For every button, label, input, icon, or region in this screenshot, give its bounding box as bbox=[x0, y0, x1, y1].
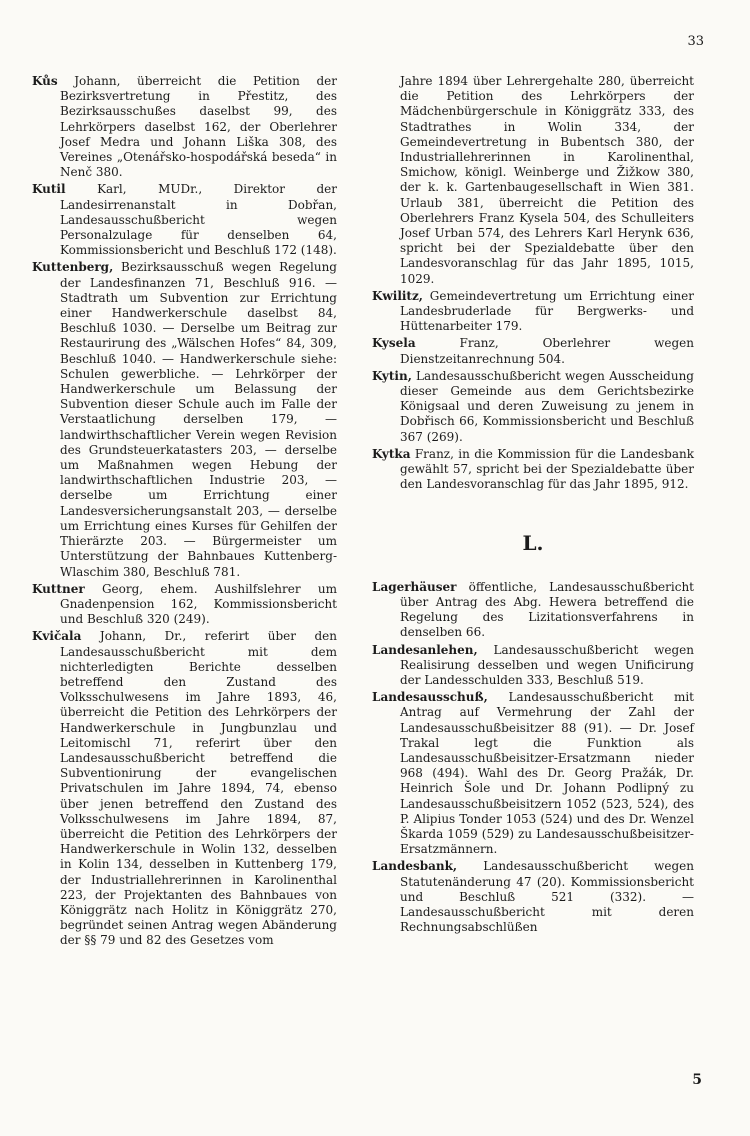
index-entry bbox=[372, 289, 694, 335]
entry-text: Gemeindevertretung um Errichtung einer Landesbruderlade für Bergwerks- und Hüttenarbeiter 179. bbox=[400, 288, 694, 334]
entry-text: öffentliche, Landesausschußbericht über Antrag des Abg. Hewera betreffend die Regelung des Lizitationsverfahrens in denselben 66. bbox=[400, 579, 694, 640]
entry-text: Johann, überreicht die Petition der Bezirksvertretung in Přestitz, des Bezirksausschußes daselbst 99, des Lehrkörpers daselbst 162, der Oberlehrer Josef Medra und Johann Liška 308, des Vereines „Otenářsko-hospodářská beseda“ in Nenč 380. bbox=[60, 74, 337, 180]
entry-heading: Kutil bbox=[32, 182, 66, 197]
entry-text: Franz, in die Kommission für die Landesbank gewählt 57, spricht bei der Spezialdebatte über den Landesvoranschlag für das Jahr 1895, 912. bbox=[400, 446, 694, 492]
index-entry bbox=[372, 336, 694, 366]
entry-heading: Kytka bbox=[372, 446, 411, 461]
index-entry bbox=[372, 447, 694, 493]
entry-heading: Kysela bbox=[372, 336, 416, 351]
entry-text: Johann, Dr., referirt über den Landesausschußbericht mit dem nichterledigten Berichte desselben betreffend den Zustand des Volksschulwesens im Jahre 1893, 46, überreicht die Petition des Lehrkörpers der Handwerkerschule in Jungbunzlau und Leitomischl 71, referirt über den Landesausschußbericht betreffend die Subventionirung der evangelischen Privatschulen im Jahre 1894, 74, ebenso über jenen betreffend den Zustand des Volksschulwesens im Jahre 1894, 87, überreicht die Petition des Lehrkörpers der Handwerkerschule in Wolin 132, desselben in Kolin 134, desselben in Kuttenberg 179, der Industriallehrerinnen in Karolinenthal 223, der Projektanten des Bahnbaues von Königgrätz nach Holitz in Königgrätz 270, begründet seinen Antrag wegen Abänderung der §§ 79 und 82 des Gesetzes vom bbox=[60, 629, 337, 948]
entry-heading: Landesausschuß, bbox=[372, 690, 488, 705]
index-entry bbox=[32, 260, 337, 579]
section-heading: L. bbox=[522, 531, 544, 556]
index-entry bbox=[372, 690, 694, 857]
entry-heading: Kuttner bbox=[32, 581, 85, 596]
entry-text: Franz, Oberlehrer wegen Dienstzeitanrechnung 504. bbox=[400, 336, 694, 366]
page-number: 33 bbox=[687, 34, 704, 49]
index-entry bbox=[372, 369, 694, 445]
index-entry bbox=[32, 182, 337, 258]
index-entry bbox=[372, 643, 694, 689]
entry-heading: Kůs bbox=[32, 74, 58, 88]
entry-heading: Kytin, bbox=[372, 368, 412, 383]
entry-text: Landesausschußbericht wegen Ausscheidung dieser Gemeinde aus dem Gerichtsbezirke Königsaal und deren Zuweisung zu jenem in Dobřisch 66, Kommissionsbericht und Beschluß 367 (269). bbox=[400, 368, 694, 444]
entry-heading: Kuttenberg, bbox=[32, 260, 114, 275]
continued-entry-text: Jahre 1894 über Lehrergehalte 280, überreicht die Petition des Lehrkörpers der Mädchenbürgerschule in Königgrätz 333, des Stadtrathes in Wolin 334, der Gemeindevertretung in Bubentsch 380, der Industriallehrerinnen in Karolinenthal, Smichow, königl. Weinberge und Žižkow 380, der k. k. Gartenbaugesellschaft in Wien 381. Urlaub 381, überreicht die Petition des Oberlehrers Franz Kysela 504, des Schulleiters Josef Urban 574, des Lehrers Karl Herynk 636, spricht bei der Spezialdebatte über den Landesvoranschlag für das Jahr 1895, 1015, 1029. bbox=[400, 74, 694, 286]
right-column bbox=[372, 74, 694, 937]
entry-text: Karl, MUDr., Direktor der Landesirrenanstalt in Dobřan, Landesausschußbericht wegen Personalzulage für denselben 64, Kommissionsbericht und Beschluß 172 (148). bbox=[60, 182, 337, 258]
index-entry bbox=[32, 582, 337, 628]
entry-heading: Lagerhäuser bbox=[372, 579, 457, 594]
entry-text: Landesausschußbericht mit Antrag auf Vermehrung der Zahl der Landesausschußbeisitzer 88 (91). — Dr. Josef Trakal legt die Funktion als Landesausschußbeisitzer-Ersatzmann nieder 968 (494). Wahl des Dr. Georg Pražák, Dr. Heinrich Šole und Dr. Johann Podlipný zu Landesausschußbeisitzern 1052 (523, 524), des P. Alipius Tonder 1053 (524) und des Dr. Wenzel Škarda 1059 (529) zu Landesausschußbeisitzer-Ersatzmännern. bbox=[400, 690, 694, 857]
index-entry bbox=[32, 74, 337, 180]
entry-text: Georg, ehem. Aushilfslehrer um Gnadenpension 162, Kommissionsbericht und Beschluß 320 (249). bbox=[60, 581, 337, 627]
entry-text: Landesausschußbericht wegen Realisirung desselben und wegen Unificirung der Landesschulden 333, Beschluß 519. bbox=[400, 642, 694, 687]
entry-heading: Landesbank, bbox=[372, 859, 458, 874]
entry-heading: Kwilitz, bbox=[372, 288, 423, 303]
entry-heading: Kvičala bbox=[32, 629, 82, 644]
index-entry bbox=[32, 629, 337, 948]
index-entry bbox=[372, 859, 694, 935]
left-column bbox=[32, 74, 337, 951]
entry-heading: Landesanlehen, bbox=[372, 642, 478, 657]
entry-text: Landesausschußbericht wegen Statutenänderung 47 (20). Kommissionsbericht und Beschluß 521 (332). — Landesausschußbericht mit deren Rechnungsabschlüßen bbox=[400, 859, 694, 935]
index-entry bbox=[372, 580, 694, 641]
sheet-signature-number: 5 bbox=[692, 1072, 702, 1088]
entry-text: Bezirksausschuß wegen Regelung der Landesfinanzen 71, Beschluß 916. — Stadtrath um Subvention zur Errichtung einer Handwerkerschule daselbst 84, Beschluß 1030. — Derselbe um Beitrag zur Restaurirung des „Wälschen Hofes“ 84, 309, Beschluß 1040. — Handwerkerschule siehe: Schulen gewerbliche. — Lehrkörper der Handwerkerschule um Belassung der Subvention dieser Schule auch im Falle der Verstaatlichung derselben 179, — landwirthschaftlicher Verein wegen Revision des Grundsteuerkatasters 203, — derselbe um Maßnahmen wegen Hebung der landwirthschaftlichen Industrie 203, — derselbe um Errichtung einer Landesversicherungsanstalt 203, — derselbe um Errichtung eines Kurses für Gehilfen der Thierärzte 203. — Bürgermeister um Unterstützung der Bahnbaues Kuttenberg-Wlaschim 380, Beschluß 781. bbox=[60, 260, 337, 579]
